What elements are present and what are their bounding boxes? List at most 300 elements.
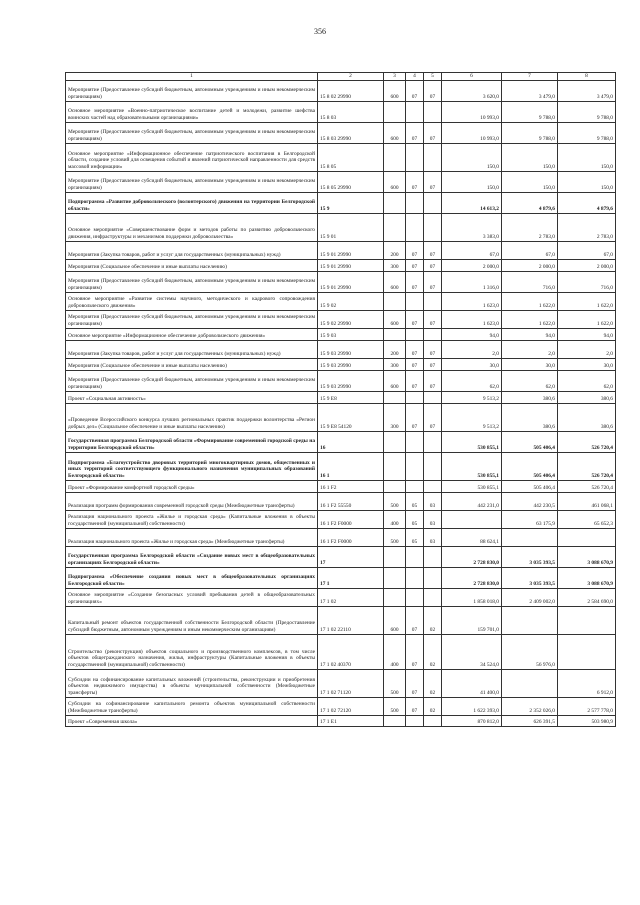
table-row	[66, 341, 616, 359]
row-code: 15 9 E8 54120	[318, 404, 384, 432]
row-subsection: 07	[424, 81, 442, 102]
row-name: Государственная программа Белгородской области «Создание новых мест в общеобразовательных организациях Белгородской области»	[66, 547, 318, 568]
row-code: 15 9 01	[318, 214, 384, 242]
table-row	[66, 589, 616, 607]
row-amount-year3: 30,0	[558, 359, 616, 371]
row-name: Мероприятия (Предоставление субсидий бюджетным, автономным учреждениям и иным некоммерческим организациям)	[66, 371, 318, 392]
row-amount-year1: 94,0	[442, 329, 502, 341]
row-code: 16 1 F2	[318, 481, 384, 493]
row-expense-type	[384, 329, 406, 341]
row-expense-type: 400	[384, 635, 406, 670]
row-code: 17 1 02 40370	[318, 635, 384, 670]
row-subsection: 02	[424, 698, 442, 716]
row-amount-year2: 505 406,4	[502, 481, 558, 493]
row-amount-year3: 716,0	[558, 272, 616, 293]
row-subsection	[424, 214, 442, 242]
table-row	[66, 260, 616, 272]
table-row	[66, 293, 616, 311]
row-amount-year2: 505 406,4	[502, 453, 558, 481]
row-expense-type: 600	[384, 172, 406, 193]
row-name: Строительство (реконструкция) объектов социального и производственного комплексов, в том числе объектов общегражданского назначения, жилья, инфраструктуры (Капитальные вложения в объекты государственной (муниципальной) собственности)	[66, 635, 318, 670]
row-code: 15 9 01 29990	[318, 242, 384, 260]
row-expense-type: 300	[384, 260, 406, 272]
row-amount-year1: 34 524,0	[442, 635, 502, 670]
row-amount-year2: 63 175,9	[502, 511, 558, 529]
row-section: 07	[406, 81, 424, 102]
table-row	[66, 670, 616, 698]
row-amount-year1: 14 613,2	[442, 193, 502, 214]
row-code: 17 1 E1	[318, 716, 384, 727]
row-amount-year2: 4 879,6	[502, 193, 558, 214]
row-expense-type: 500	[384, 698, 406, 716]
row-amount-year1: 9 513,2	[442, 404, 502, 432]
row-subsection: 07	[424, 272, 442, 293]
row-amount-year3: 503 980,9	[558, 716, 616, 727]
row-expense-type: 400	[384, 511, 406, 529]
row-expense-type	[384, 392, 406, 404]
row-name: Реализация национального проекта «Жилье и городская среда» (Капитальные вложения в объекты государственной (муниципальной) собственности)	[66, 511, 318, 529]
row-subsection	[424, 293, 442, 311]
row-name: Проект «Социальная активность»	[66, 392, 318, 404]
header-cell: 4	[406, 73, 424, 81]
row-amount-year2: 9 788,0	[502, 102, 558, 123]
row-amount-year1: 530 855,1	[442, 432, 502, 453]
row-amount-year2: 62,0	[502, 371, 558, 392]
row-amount-year1: 41 400,0	[442, 670, 502, 698]
row-amount-year2: 2 783,0	[502, 214, 558, 242]
row-section	[406, 293, 424, 311]
row-expense-type: 500	[384, 529, 406, 547]
row-section	[406, 453, 424, 481]
row-subsection	[424, 392, 442, 404]
row-amount-year3	[558, 607, 616, 635]
row-name: Мероприятия (Закупка товаров, работ и услуг для государственных (муниципальных) нужд)	[66, 242, 318, 260]
row-amount-year2: 380,6	[502, 392, 558, 404]
row-amount-year1: 2 728 830,0	[442, 568, 502, 589]
row-subsection	[424, 568, 442, 589]
row-amount-year3: 380,6	[558, 392, 616, 404]
row-amount-year1: 1 858 018,0	[442, 589, 502, 607]
row-amount-year1: 3 383,0	[442, 214, 502, 242]
table-row	[66, 311, 616, 329]
page-number: 356	[314, 27, 326, 36]
row-expense-type	[384, 589, 406, 607]
row-subsection: 07	[424, 341, 442, 359]
row-section	[406, 432, 424, 453]
row-amount-year3: 94,0	[558, 329, 616, 341]
row-section	[406, 329, 424, 341]
row-amount-year2: 3 479,0	[502, 81, 558, 102]
row-amount-year2: 442 230,5	[502, 493, 558, 511]
row-amount-year2: 150,0	[502, 144, 558, 172]
row-amount-year2: 626 391,5	[502, 716, 558, 727]
row-section: 07	[406, 698, 424, 716]
row-expense-type	[384, 568, 406, 589]
row-code: 16	[318, 432, 384, 453]
row-amount-year2: 1 622,0	[502, 293, 558, 311]
table-row	[66, 102, 616, 123]
row-code: 15 9 03 29990	[318, 359, 384, 371]
row-expense-type: 500	[384, 493, 406, 511]
row-section	[406, 589, 424, 607]
row-name: Государственная программа Белгородской области «Формирование современной городской среды на территории Белгородской области»	[66, 432, 318, 453]
row-amount-year3: 380,6	[558, 404, 616, 432]
row-amount-year3: 1 622,0	[558, 293, 616, 311]
row-name: Основное мероприятие «Военно-патриотическое воспитание детей и молодежи, развитие шефства воинских частей над образовательными организациями»	[66, 102, 318, 123]
row-amount-year1: 150,0	[442, 172, 502, 193]
row-subsection: 07	[424, 242, 442, 260]
row-expense-type: 600	[384, 371, 406, 392]
row-section	[406, 547, 424, 568]
table-row	[66, 432, 616, 453]
row-name: Основное мероприятие «Информационное обеспечение патриотического воспитания в Белгородской области, создание условий для освещения событий и явлений патриотической направленности для средств массовой информации»	[66, 144, 318, 172]
row-amount-year1: 2 000,0	[442, 260, 502, 272]
row-subsection	[424, 432, 442, 453]
row-code: 17	[318, 547, 384, 568]
row-amount-year2: 2 000,0	[502, 260, 558, 272]
table-row	[66, 698, 616, 716]
row-section: 07	[406, 172, 424, 193]
row-subsection: 07	[424, 260, 442, 272]
row-expense-type	[384, 432, 406, 453]
row-expense-type: 500	[384, 670, 406, 698]
row-name: Мероприятие (Предоставление субсидий бюджетным, автономным учреждениям и иным некоммерческим организациям)	[66, 123, 318, 144]
row-section: 07	[406, 341, 424, 359]
row-amount-year3	[558, 635, 616, 670]
row-code: 17 1 02 72120	[318, 698, 384, 716]
row-amount-year1: 2,0	[442, 341, 502, 359]
row-amount-year2: 150,0	[502, 172, 558, 193]
header-cell: 1	[66, 73, 318, 81]
row-expense-type	[384, 193, 406, 214]
row-amount-year1: 9 513,2	[442, 392, 502, 404]
row-amount-year3: 6 912,0	[558, 670, 616, 698]
row-section	[406, 716, 424, 727]
row-code: 16 1 F2 F0000	[318, 529, 384, 547]
row-section	[406, 102, 424, 123]
header-cell: 8	[558, 73, 616, 81]
row-subsection: 07	[424, 404, 442, 432]
row-code: 15 8 02 29990	[318, 81, 384, 102]
row-name: Реализация национального проекта «Жилье и городская среда» (Межбюджетные трансферты)	[66, 529, 318, 547]
row-section: 07	[406, 371, 424, 392]
row-amount-year2: 2,0	[502, 341, 558, 359]
row-amount-year2: 67,0	[502, 242, 558, 260]
row-subsection	[424, 547, 442, 568]
row-subsection: 02	[424, 670, 442, 698]
row-amount-year1: 150,0	[442, 144, 502, 172]
table-row	[66, 81, 616, 102]
row-code: 16 1 F2 55550	[318, 493, 384, 511]
row-amount-year2: 380,6	[502, 404, 558, 432]
row-amount-year1: 159 701,0	[442, 607, 502, 635]
row-code: 15 9 E8	[318, 392, 384, 404]
row-amount-year3: 2 577 778,0	[558, 698, 616, 716]
row-code: 15 9 03	[318, 329, 384, 341]
row-name: Мероприятия (Социальное обеспечение и иные выплаты населению)	[66, 359, 318, 371]
row-name: Мероприятия (Предоставление субсидий бюджетным, автономным учреждениям и иным некоммерческим организациям)	[66, 272, 318, 293]
budget-table	[65, 72, 616, 727]
row-amount-year3	[558, 529, 616, 547]
row-subsection: 02	[424, 635, 442, 670]
row-expense-type: 600	[384, 81, 406, 102]
row-amount-year2	[502, 607, 558, 635]
table-row	[66, 607, 616, 635]
row-amount-year3: 3 088 670,9	[558, 568, 616, 589]
header-cell: 6	[442, 73, 502, 81]
row-subsection: 02	[424, 607, 442, 635]
row-amount-year1: 30,0	[442, 359, 502, 371]
table-row	[66, 329, 616, 341]
row-amount-year1: 442 231,0	[442, 493, 502, 511]
row-section: 07	[406, 635, 424, 670]
row-section: 07	[406, 670, 424, 698]
row-amount-year3: 2 783,0	[558, 214, 616, 242]
row-name: Основное мероприятие «Совершенствование форм и методов работы по развитию добровольческого движения, инфраструктуры и механизмов поддержки добровольчества»	[66, 214, 318, 242]
row-amount-year3: 1 622,0	[558, 311, 616, 329]
row-expense-type: 600	[384, 311, 406, 329]
table-row	[66, 493, 616, 511]
row-code: 15 9 03 29990	[318, 371, 384, 392]
row-section	[406, 392, 424, 404]
row-section	[406, 481, 424, 493]
table-row	[66, 716, 616, 727]
row-amount-year3: 9 788,0	[558, 102, 616, 123]
row-amount-year2: 3 035 393,5	[502, 568, 558, 589]
row-name: Мероприятие (Предоставление субсидий бюджетным, автономным учреждениям и иным некоммерческим организациям)	[66, 172, 318, 193]
row-amount-year3: 150,0	[558, 172, 616, 193]
row-amount-year1: 67,0	[442, 242, 502, 260]
row-amount-year1: 62,0	[442, 371, 502, 392]
row-name: Проект «Современная школа»	[66, 716, 318, 727]
table-row	[66, 214, 616, 242]
row-amount-year3: 67,0	[558, 242, 616, 260]
row-name: Мероприятия (Предоставление субсидий бюджетным, автономным учреждениям и иным некоммерческим организациям)	[66, 311, 318, 329]
row-amount-year1: 1 316,0	[442, 272, 502, 293]
row-name: Подпрограмма «Развитие добровольческого (волонтерского) движения на территории Белгородской области»	[66, 193, 318, 214]
row-section	[406, 144, 424, 172]
row-name: Основное мероприятие «Создание безопасных условий пребывания детей в общеобразовательных организациях»	[66, 589, 318, 607]
row-section: 07	[406, 359, 424, 371]
table-row	[66, 529, 616, 547]
table-body	[66, 81, 616, 727]
row-subsection	[424, 144, 442, 172]
row-amount-year1: 3 620,0	[442, 81, 502, 102]
row-amount-year1: 1 623,0	[442, 293, 502, 311]
row-amount-year2: 9 788,0	[502, 123, 558, 144]
row-amount-year3: 2,0	[558, 341, 616, 359]
row-amount-year1: 530 855,1	[442, 481, 502, 493]
row-subsection	[424, 453, 442, 481]
row-amount-year2: 716,0	[502, 272, 558, 293]
row-name: Мероприятия (Закупка товаров, работ и услуг для государственных (муниципальных) нужд)	[66, 341, 318, 359]
row-section: 07	[406, 404, 424, 432]
row-subsection: 07	[424, 311, 442, 329]
table-row	[66, 392, 616, 404]
row-amount-year1: 1 623,0	[442, 311, 502, 329]
header-cell: 5	[424, 73, 442, 81]
row-code: 15 8 03 29990	[318, 123, 384, 144]
row-code: 15 9 01 29990	[318, 260, 384, 272]
row-code: 15 9 03 29990	[318, 341, 384, 359]
row-name: Капитальный ремонт объектов государственной собственности Белгородской области (Предоставление субсидий бюджетным, автономным учреждениям и иным некоммерческим организациям)	[66, 607, 318, 635]
row-code: 16 1	[318, 453, 384, 481]
table-row	[66, 123, 616, 144]
row-code: 17 1	[318, 568, 384, 589]
row-expense-type	[384, 144, 406, 172]
row-expense-type: 600	[384, 607, 406, 635]
row-section: 07	[406, 123, 424, 144]
table-row	[66, 481, 616, 493]
row-amount-year1: 870 812,0	[442, 716, 502, 727]
row-subsection	[424, 102, 442, 123]
row-amount-year3: 461 068,1	[558, 493, 616, 511]
row-name: Реализация программ формирования современной городской среды (Межбюджетные трансферты)	[66, 493, 318, 511]
row-expense-type	[384, 453, 406, 481]
table-row	[66, 272, 616, 293]
row-expense-type	[384, 293, 406, 311]
row-section: 07	[406, 311, 424, 329]
table-row	[66, 568, 616, 589]
header-cell: 2	[318, 73, 384, 81]
row-expense-type	[384, 547, 406, 568]
table-row	[66, 404, 616, 432]
row-section	[406, 568, 424, 589]
row-amount-year2: 2 352 026,0	[502, 698, 558, 716]
row-amount-year2: 56 976,0	[502, 635, 558, 670]
row-section: 05	[406, 511, 424, 529]
table-row	[66, 453, 616, 481]
row-amount-year3: 526 720,4	[558, 432, 616, 453]
table-row	[66, 172, 616, 193]
row-name: Субсидии на софинансирование капитальных вложений (строительства, реконструкции и приобретения объектов недвижимого имущества) в объекты муниципальной собственности (Межбюджетные трансферты)	[66, 670, 318, 698]
header-cell: 7	[502, 73, 558, 81]
row-section: 07	[406, 272, 424, 293]
row-subsection	[424, 481, 442, 493]
row-subsection	[424, 329, 442, 341]
row-code: 15 8 05	[318, 144, 384, 172]
row-expense-type: 600	[384, 123, 406, 144]
row-section	[406, 193, 424, 214]
row-name: Субсидии на софинансирование капитального ремонта объектов муниципальной собственности (Межбюджетные трансферты)	[66, 698, 318, 716]
row-amount-year2: 94,0	[502, 329, 558, 341]
row-code: 17 1 02 71120	[318, 670, 384, 698]
row-code: 15 9 02	[318, 293, 384, 311]
row-amount-year1: 10 993,0	[442, 102, 502, 123]
row-expense-type	[384, 102, 406, 123]
row-name: Проект «Формирование комфортной городской среды»	[66, 481, 318, 493]
row-code: 16 1 F2 F0000	[318, 511, 384, 529]
row-amount-year2	[502, 529, 558, 547]
row-amount-year2: 30,0	[502, 359, 558, 371]
table-row	[66, 144, 616, 172]
row-subsection	[424, 716, 442, 727]
row-subsection: 07	[424, 172, 442, 193]
row-section	[406, 214, 424, 242]
row-amount-year3: 9 788,0	[558, 123, 616, 144]
row-expense-type: 300	[384, 359, 406, 371]
row-amount-year1: 2 728 830,0	[442, 547, 502, 568]
row-section: 05	[406, 529, 424, 547]
row-amount-year3: 2 584 690,0	[558, 589, 616, 607]
row-expense-type	[384, 214, 406, 242]
row-name: Мероприятие (Предоставление субсидий бюджетным, автономным учреждениям и иным некоммерческим организациям)	[66, 81, 318, 102]
table-row	[66, 511, 616, 529]
row-section: 07	[406, 242, 424, 260]
row-subsection	[424, 193, 442, 214]
row-code: 15 9 01 29990	[318, 272, 384, 293]
row-amount-year2: 3 035 393,5	[502, 547, 558, 568]
row-section: 07	[406, 260, 424, 272]
row-subsection: 07	[424, 371, 442, 392]
row-expense-type	[384, 716, 406, 727]
header-cell: 3	[384, 73, 406, 81]
row-amount-year3: 3 088 670,9	[558, 547, 616, 568]
row-expense-type: 200	[384, 242, 406, 260]
row-amount-year3: 4 879,6	[558, 193, 616, 214]
row-amount-year3: 62,0	[558, 371, 616, 392]
table-row	[66, 193, 616, 214]
row-name: Основное мероприятие «Развитие системы научного, методического и кадрового сопровождения добровольческого движения»	[66, 293, 318, 311]
row-subsection: 03	[424, 493, 442, 511]
row-section: 05	[406, 493, 424, 511]
row-code: 15 8 05 29990	[318, 172, 384, 193]
row-subsection: 03	[424, 511, 442, 529]
row-amount-year3: 150,0	[558, 144, 616, 172]
row-amount-year3: 65 652,3	[558, 511, 616, 529]
row-expense-type: 600	[384, 272, 406, 293]
row-amount-year3: 526 720,4	[558, 453, 616, 481]
row-subsection	[424, 589, 442, 607]
table-row	[66, 547, 616, 568]
row-code: 15 8 03	[318, 102, 384, 123]
row-name: Подпрограмма «Благоустройство дворовых территорий многоквартирных домов, общественных и иных территорий соответствующего функционального назначения муниципальных образований Белгородской области»	[66, 453, 318, 481]
row-name: Подпрограмма «Обеспечение создания новых мест в общеобразовательных организациях Белгородской области»	[66, 568, 318, 589]
row-amount-year1: 10 993,0	[442, 123, 502, 144]
row-code: 15 9 02 29990	[318, 311, 384, 329]
row-expense-type: 300	[384, 404, 406, 432]
row-code: 17 1 02 22110	[318, 607, 384, 635]
row-amount-year1: 530 855,1	[442, 453, 502, 481]
row-expense-type: 200	[384, 341, 406, 359]
row-name: Мероприятия (Социальное обеспечение и иные выплаты населению)	[66, 260, 318, 272]
row-amount-year1	[442, 511, 502, 529]
table-row	[66, 371, 616, 392]
table-row	[66, 359, 616, 371]
row-subsection: 07	[424, 123, 442, 144]
table-header-row	[66, 73, 616, 81]
row-amount-year1: 88 624,1	[442, 529, 502, 547]
row-amount-year2: 1 622,0	[502, 311, 558, 329]
row-section: 07	[406, 607, 424, 635]
row-name: Основное мероприятие «Информационное обеспечение добровольческого движения»	[66, 329, 318, 341]
row-code: 17 1 02	[318, 589, 384, 607]
row-name: «Проведение Всероссийского конкурса лучших региональных практик поддержки волонтерства «Регион добрых дел» (Социальное обеспечение и иные выплаты населению)	[66, 404, 318, 432]
row-amount-year3: 3 479,0	[558, 81, 616, 102]
row-subsection: 07	[424, 359, 442, 371]
row-subsection: 03	[424, 529, 442, 547]
row-expense-type	[384, 481, 406, 493]
table-row	[66, 635, 616, 670]
row-code: 15 9	[318, 193, 384, 214]
row-amount-year2: 505 406,4	[502, 432, 558, 453]
row-amount-year2	[502, 670, 558, 698]
row-amount-year3: 2 000,0	[558, 260, 616, 272]
row-amount-year2: 2 409 002,0	[502, 589, 558, 607]
table-row	[66, 242, 616, 260]
row-amount-year1: 1 622 393,0	[442, 698, 502, 716]
row-amount-year3: 526 720,4	[558, 481, 616, 493]
